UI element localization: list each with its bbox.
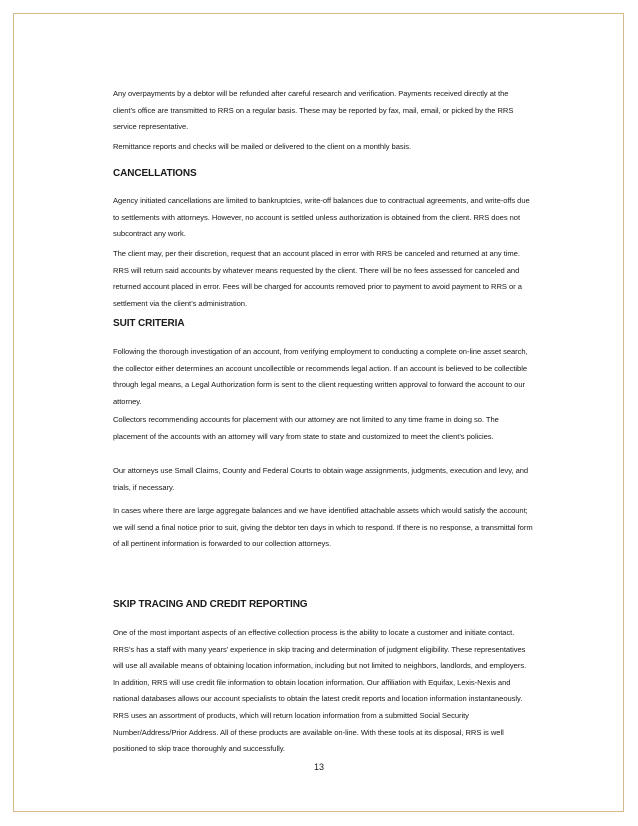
overpayments-paragraph: Any overpayments by a debtor will be refunded after careful research and verification. Payments received directly at the client’s office are transmitted to RRS on a regular basis. These may be reported by fax, mail, email, or picked by the RRS service representative. [113, 89, 514, 132]
cancellations-heading: CANCELLATIONS [113, 168, 197, 179]
cancellations-paragraph-2: The client may, per their discretion, request that an account placed in error with RRS be canceled and returned at any time. RRS will return said accounts by whatever means requested by the client. There will be no fees assessed for canceled and returned account placed in error. Fees will be charged for accounts removed prior to payment to avoid payment to RRS or a settlement via the client’s administration. [113, 249, 522, 308]
remittance-paragraph: Remittance reports and checks will be mailed or delivered to the client on a monthly basis. [113, 142, 412, 151]
skip-tracing-heading: SKIP TRACING AND CREDIT REPORTING [113, 599, 308, 610]
suit-paragraph-4: In cases where there are large aggregate balances and we have identified attachable assets which would satisfy the account; we will send a final notice prior to suit, giving the debtor ten days in which to respond. If there is no response, a transmittal form of all pertinent information is forwarded to our collection attorneys. [113, 506, 533, 549]
suit-paragraph-1: Following the thorough investigation of an account, from verifying employment to conducting a complete on-line asset search, the collector either determines an account uncollectible or recommends legal action. If an account is believed to be collectible through legal means, a Legal Authorization form is sent to the client requesting written approval to forward the account to our attorney. [113, 347, 528, 406]
cancellations-paragraph-1: Agency initiated cancellations are limited to bankruptcies, write-off balances due to contractual agreements, and write-offs due to settlements with attorneys. However, no account is settled unless authorization is obtained from the client. RRS does not subcontract any work. [113, 196, 530, 239]
skip-tracing-paragraph: One of the most important aspects of an effective collection process is the ability to locate a customer and initiate contact. RRS’s has a staff with many years’ experience in skip tracing and determination of judgment eligibility. These representatives will use all available means of obtaining location information, including but not limited to neighbors, landlords, and employers. In addition, RRS will use credit file information to obtain location information. Our affiliation with Equifax, Lexis-Nexis and national databases allows our account specialists to obtain the latest credit reports and location information instantaneously. RRS uses an assortment of products, which will return location information from a submitted Social Security Number/Address/Prior Address. All of these products are available on-line. With these tools at its disposal, RRS is well positioned to skip trace thoroughly and successfully. [113, 628, 527, 754]
page-number: 13 [313, 762, 324, 772]
suit-paragraph-3: Our attorneys use Small Claims, County and Federal Courts to obtain wage assignments, judgments, execution and levy, and trials, if necessary. [113, 466, 529, 492]
suit-criteria-heading: SUIT CRITERIA [113, 318, 185, 329]
suit-paragraph-2: Collectors recommending accounts for placement with our attorney are not limited to any time frame in doing so. The placement of the accounts with an attorney will vary from state to state and customized to meet the client’s policies. [113, 415, 499, 441]
